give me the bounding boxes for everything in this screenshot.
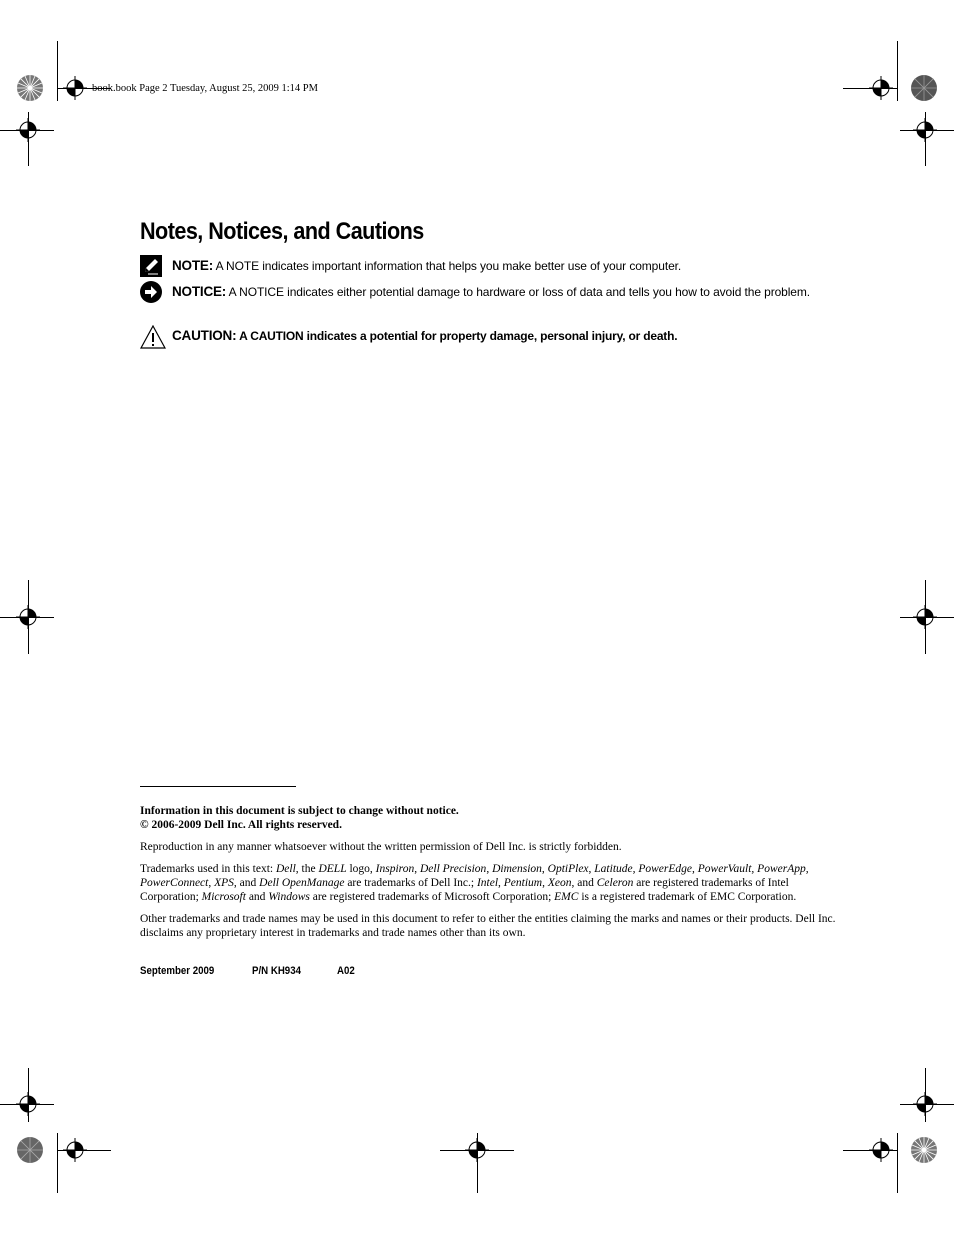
trademark-name: Intel (476, 877, 499, 889)
notice-text (172, 283, 822, 301)
publication-date: September 2009 (140, 965, 215, 977)
starburst-icon (16, 74, 44, 102)
caution-body: A CAUTION indicates a potential for property damage, personal injury, or death. (236, 329, 678, 343)
crop-mark (897, 1133, 898, 1193)
trademark-text: are registered trademarks of Intel Corporation; (140, 877, 789, 903)
trademark-name: Microsoft (201, 891, 246, 903)
trademark-name: OptiPlex (547, 863, 589, 875)
notice-label: NOTICE: (172, 284, 227, 299)
trademark-name: Xeon (547, 877, 572, 889)
trademark-name: Dell OpenManage (259, 877, 345, 889)
revision: A02 (337, 965, 355, 977)
pencil-icon (140, 255, 162, 277)
crosshair-icon (16, 118, 40, 142)
crosshair-icon (465, 1138, 489, 1162)
print-slug: book.book Page 2 Tuesday, August 25, 2009 1:14 PM (92, 83, 318, 94)
crosshair-icon (63, 1138, 87, 1162)
crop-mark (897, 41, 898, 101)
trademark-name: EMC (554, 891, 579, 903)
trademark-text: , and (571, 877, 597, 889)
crop-mark (57, 1133, 58, 1193)
footnote-rule (140, 786, 296, 787)
trademark-name: Pentium (503, 877, 543, 889)
trademark-text: , (542, 877, 548, 889)
crosshair-icon (63, 76, 87, 100)
page-title: Notes, Notices, and Cautions (140, 218, 424, 245)
trademark-name: Celeron (596, 877, 634, 889)
crosshair-icon (16, 1092, 40, 1116)
trademark-text: is a registered trademark of EMC Corporation. (578, 891, 797, 903)
caution-label: CAUTION: (172, 328, 237, 343)
trademark-text: , (541, 863, 548, 875)
trademark-name: Inspiron (375, 863, 415, 875)
trademark-name: XPS (214, 877, 234, 889)
trademark-text: , (414, 863, 420, 875)
starburst-icon (910, 1136, 938, 1164)
trademark-name: Dell (275, 863, 296, 875)
trademark-text: logo, (346, 863, 376, 875)
trademark-text: and (245, 891, 269, 903)
trademark-name: Latitude, PowerEdge, PowerVault, PowerApp, PowerConnect (140, 863, 809, 889)
trademark-text: Trademarks used in this text: (140, 863, 276, 875)
trademark-notice (140, 862, 845, 904)
crosshair-icon (16, 605, 40, 629)
note-admonition (140, 255, 840, 279)
trademark-name: Windows (268, 891, 310, 903)
starburst-icon (910, 74, 938, 102)
trademark-text: , the (295, 863, 319, 875)
notice-admonition (140, 281, 840, 321)
trademark-text: are registered trademarks of Microsoft Corporation; (309, 891, 555, 903)
trademark-text: are trademarks of Dell Inc.; (344, 877, 477, 889)
trademark-text: , and (233, 877, 260, 889)
trademark-text: , (498, 877, 504, 889)
crosshair-icon (869, 1138, 893, 1162)
trademark-name: Dell Precision (419, 863, 487, 875)
note-body: A NOTE indicates important information that helps you make better use of your computer. (213, 259, 682, 273)
crosshair-icon (869, 76, 893, 100)
crop-mark (57, 41, 58, 101)
warning-triangle-icon (140, 325, 166, 349)
trademark-name: DELL (318, 863, 347, 875)
notice-body: A NOTICE indicates either potential damage to hardware or loss of data and tells you how to avoid the problem. (226, 285, 811, 299)
other-trademarks-notice: Other trademarks and trade names may be used in this document to refer to either the entities claiming the marks and names or their products. Dell Inc. disclaims any proprietary interest in trademarks and trade names other than its own. (140, 913, 836, 939)
trademark-text: , (486, 863, 493, 875)
arrow-circle-icon (140, 281, 162, 303)
crosshair-icon (913, 118, 937, 142)
trademark-text: , (588, 863, 595, 875)
crosshair-icon (913, 1092, 937, 1116)
trademark-name: Dimension (492, 863, 542, 875)
crosshair-icon (913, 605, 937, 629)
note-text (172, 257, 822, 275)
starburst-icon (16, 1136, 44, 1164)
copyright: © 2006-2009 Dell Inc. All rights reserved. (140, 819, 342, 831)
change-notice: Information in this document is subject to change without notice. (140, 805, 459, 817)
caution-admonition (140, 325, 840, 349)
note-label: NOTE: (172, 258, 213, 273)
trademark-text: , (208, 877, 215, 889)
reproduction-notice: Reproduction in any manner whatsoever without the written permission of Dell Inc. is strictly forbidden. (140, 841, 622, 853)
caution-text (172, 327, 822, 345)
part-number: P/N KH934 (252, 965, 301, 977)
